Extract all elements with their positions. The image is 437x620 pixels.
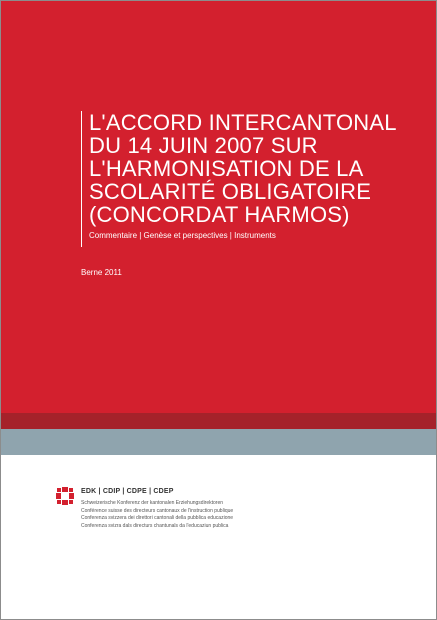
publisher-name-rm: Conferenza svizra dals directurs chantunals da l'educaziun publica (81, 522, 229, 529)
title-line: SCOLARITÉ OBLIGATOIRE (89, 179, 372, 204)
publisher-name-fr: Conférence suisse des directeurs cantonaux de l'instruction publique (81, 507, 234, 514)
publisher-name-it: Conferenza svizzera dei direttori cantonali della pubblica educazione (81, 515, 234, 521)
title-rule (81, 111, 82, 247)
publisher-abbreviations: EDK | CDIP | CDPE | CDEP (81, 488, 174, 495)
cover-dark-band (1, 413, 436, 429)
publisher-names (81, 500, 233, 530)
title-line: (CONCORDAT HARMOS) (89, 202, 350, 227)
swiss-cross-logo-icon (56, 487, 74, 505)
title-line: L'HARMONISATION DE LA (89, 156, 364, 181)
place-and-year: Berne 2011 (81, 268, 122, 277)
publisher-name-de: Schweizerische Konferenz der kantonalen Erziehungsdirektoren (81, 500, 224, 506)
title-line: L'ACCORD INTERCANTONAL (89, 110, 397, 135)
document-title (89, 111, 409, 226)
cover-grey-band (1, 429, 436, 455)
title-line: DU 14 JUIN 2007 SUR (89, 133, 318, 158)
document-subtitle: Commentaire | Genèse et perspectives | Instruments (89, 231, 276, 240)
